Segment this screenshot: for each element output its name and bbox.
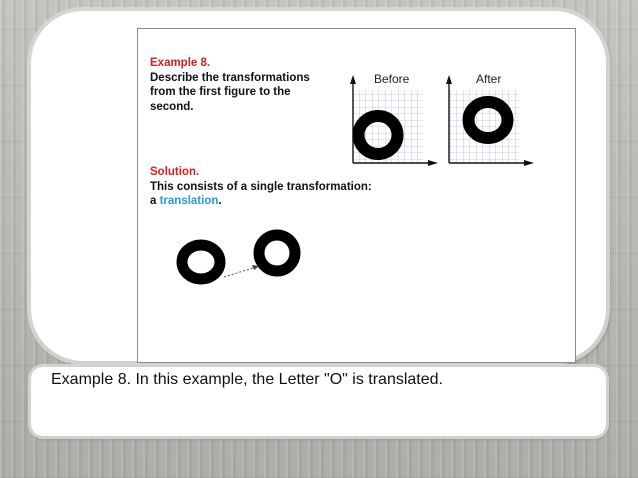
demo-translated-o (259, 235, 295, 271)
before-y-arrow-icon (350, 75, 356, 84)
before-graph-label: Before (374, 72, 410, 86)
solution-text (150, 165, 430, 209)
solution-suffix: . (218, 195, 222, 207)
demo-original-o (182, 245, 220, 279)
slide-content-frame (137, 28, 576, 363)
translation-demo (182, 235, 295, 279)
translation-keyword: translation (159, 195, 219, 207)
problem-line-2: from the first figure to the (150, 86, 291, 98)
problem-line-1: Describe the transformations (150, 71, 310, 84)
slide-card (31, 11, 606, 361)
solution-line-2 (150, 194, 430, 209)
translation-vector (224, 267, 256, 277)
solution-heading: Solution. (150, 166, 200, 178)
after-x-arrow-icon (524, 160, 534, 166)
solution-line-1: This consists of a single transformation: (150, 180, 372, 193)
caption-card (31, 367, 606, 436)
after-y-arrow-icon (446, 75, 452, 84)
problem-line-3: second. (150, 100, 194, 113)
before-graph (350, 75, 438, 166)
after-graph (446, 75, 534, 166)
example-heading: Example 8. (150, 57, 211, 69)
solution-prefix: a (150, 195, 160, 207)
caption-text: Example 8. In this example, the Letter "O" is translated. (51, 371, 443, 388)
after-graph-label: After (476, 72, 502, 86)
